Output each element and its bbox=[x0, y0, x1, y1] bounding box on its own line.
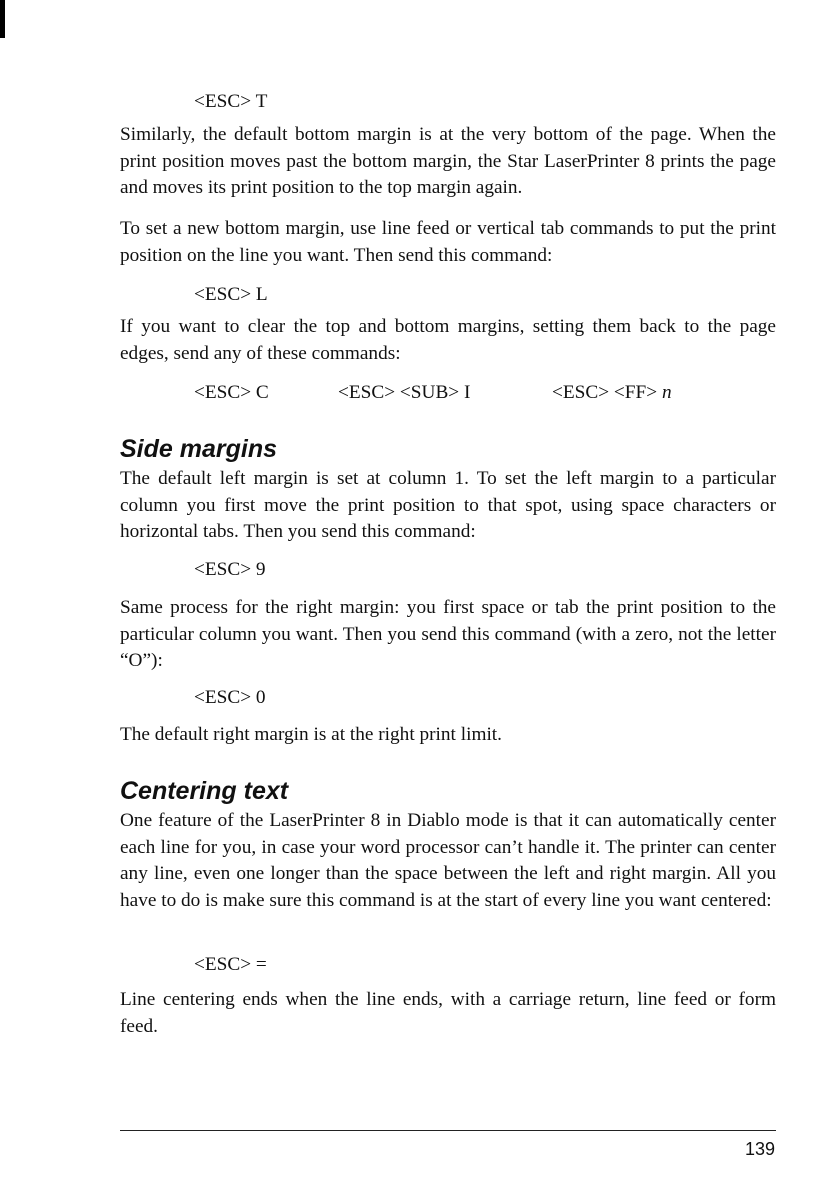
paragraph-side-right: Same process for the right margin: you first space or tab the print position to the particular column you want. Then you send this command (with a zero, not the letter “O”): bbox=[120, 597, 776, 671]
command-esc-c: <ESC> C bbox=[194, 382, 269, 403]
paragraph-centering-end: Line centering ends when the line ends, with a carriage return, line feed or form feed. bbox=[120, 989, 776, 1037]
command-esc-ff-n bbox=[552, 381, 672, 405]
paragraph-right-limit: The default right margin is at the right print limit. bbox=[120, 724, 502, 745]
command-esc-9: <ESC> 9 bbox=[194, 559, 266, 580]
command-param-n: n bbox=[661, 382, 672, 403]
paragraph-centering-intro: One feature of the LaserPrinter 8 in Diablo mode is that it can automatically center each line for you, in case your word processor can’t handle it. The printer can center any line, even one longer than the space between the left and right margin. All you have to do is make sure this command is at the start of every line you want centered: bbox=[120, 810, 776, 911]
command-esc-ff-prefix: <ESC> <FF> bbox=[552, 382, 658, 403]
command-esc-equals: <ESC> = bbox=[194, 954, 267, 975]
heading-side-margins: Side margins bbox=[120, 435, 277, 463]
command-esc-0: <ESC> 0 bbox=[194, 687, 266, 708]
command-esc-l: <ESC> L bbox=[194, 284, 268, 305]
paragraph-bottom-margin-default: Similarly, the default bottom margin is at the very bottom of the page. When the print position moves past the bottom margin, the Star LaserPrinter 8 prints the page and moves its print position to the top margin again. bbox=[120, 124, 776, 198]
command-esc-t: <ESC> T bbox=[194, 91, 268, 112]
paragraph-side-left: The default left margin is set at column 1. To set the left margin to a particular column you first move the print position to that spot, using space characters or horizontal tabs. Then you send this command: bbox=[120, 468, 776, 542]
footer-rule bbox=[120, 1130, 776, 1131]
paragraph-bottom-margin-set: To set a new bottom margin, use line feed or vertical tab commands to put the print position on the line you want. Then send this command: bbox=[120, 218, 776, 266]
heading-centering-text: Centering text bbox=[120, 777, 289, 805]
scan-edge-mark bbox=[0, 0, 5, 38]
paragraph-clear-margins: If you want to clear the top and bottom margins, setting them back to the page edges, send any of these commands: bbox=[120, 316, 776, 364]
command-esc-sub-i: <ESC> <SUB> I bbox=[338, 382, 471, 403]
page-number: 139 bbox=[744, 1139, 775, 1159]
